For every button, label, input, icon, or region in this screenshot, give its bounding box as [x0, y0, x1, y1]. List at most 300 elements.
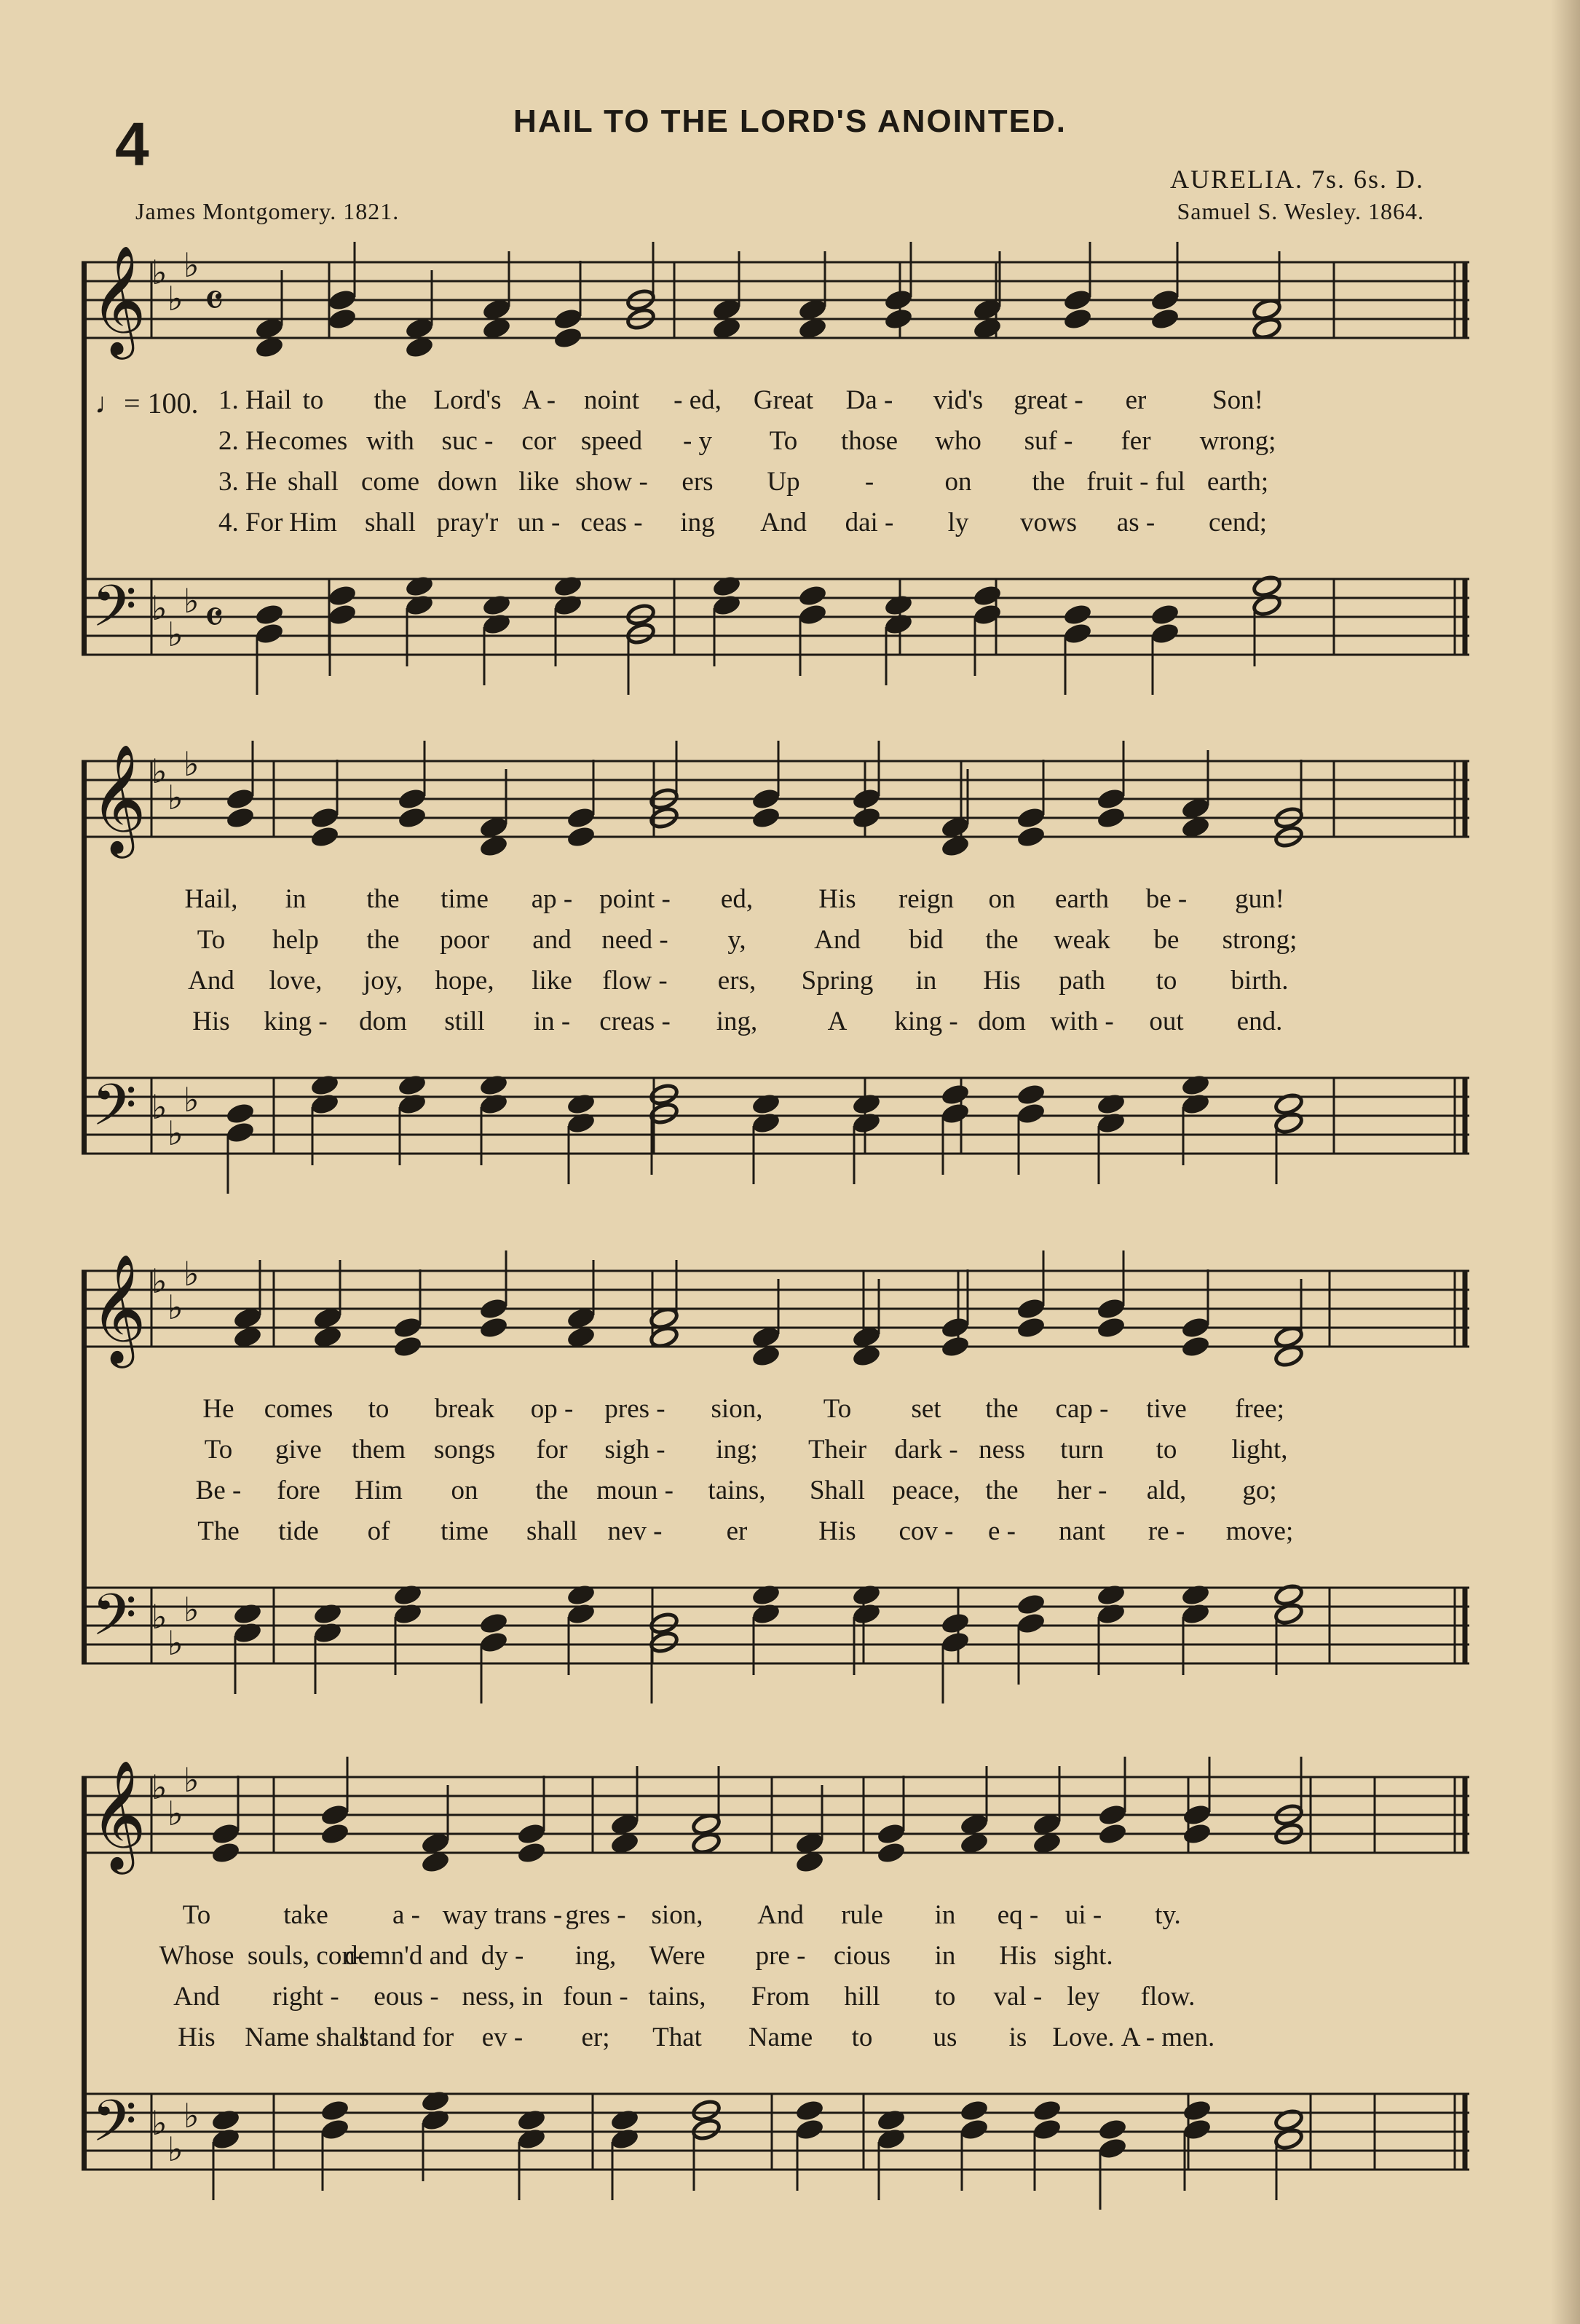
bass-note	[1016, 1102, 1046, 1126]
bass-note	[609, 2127, 639, 2151]
lyric-word: That	[652, 2022, 702, 2052]
lyric-word: His	[192, 1007, 230, 1036]
bass-note	[1273, 1583, 1303, 1607]
lyric-word: light,	[1231, 1435, 1288, 1465]
author-credit: James Montgomery. 1821.	[135, 198, 400, 224]
bass-note	[566, 1111, 596, 1135]
lyric-word: us	[933, 2022, 957, 2052]
bass-note	[1273, 1602, 1303, 1626]
bass-note	[1016, 1593, 1046, 1617]
lyric-word: Great	[753, 385, 814, 415]
lyric-word: the	[374, 385, 407, 415]
lyric-word: foun -	[563, 1982, 628, 2012]
bass-note	[404, 594, 434, 618]
lyric-word: pray'r	[436, 508, 499, 537]
key-flat: ♭	[167, 279, 183, 318]
lyric-word: show -	[575, 467, 648, 497]
bass-note	[254, 622, 284, 646]
lyric-word: stand for	[358, 2022, 454, 2052]
lyric-word: ui -	[1064, 1900, 1102, 1930]
lyric-word: reign	[898, 884, 955, 914]
key-flat: ♭	[151, 253, 167, 292]
bass-note	[1273, 1111, 1303, 1135]
treble-note	[210, 1822, 240, 1846]
lyric-word: Name shall	[245, 2022, 367, 2052]
bass-note	[1252, 594, 1281, 618]
lyric-word: in	[915, 966, 937, 996]
lyric-word: dy -	[481, 1941, 524, 1971]
treble-note	[876, 1822, 906, 1846]
bass-note	[1097, 2118, 1127, 2142]
lyric-word: weak	[1053, 925, 1111, 955]
treble-note	[940, 1335, 970, 1359]
treble-note	[210, 1841, 240, 1865]
bass-note	[1032, 2118, 1062, 2142]
bass-note	[851, 1092, 881, 1116]
lyric-word: Whose	[159, 1941, 234, 1971]
page-number: 4	[115, 110, 149, 178]
bass-clef: 𝄢	[92, 1581, 137, 1663]
bass-note	[478, 1612, 508, 1636]
bass-note	[876, 2127, 906, 2151]
lyric-word: still	[444, 1007, 485, 1036]
lyric-word: ing;	[716, 1435, 758, 1465]
lyric-word: ness	[979, 1435, 1025, 1465]
bass-note	[1182, 2118, 1212, 2142]
bass-note	[1096, 1583, 1126, 1607]
key-flat: ♭	[167, 615, 183, 654]
lyric-word: tive	[1146, 1394, 1187, 1424]
bass-note	[940, 1612, 970, 1636]
bass-note	[478, 1092, 508, 1116]
lyric-word: - ed,	[674, 385, 722, 415]
treble-note	[225, 806, 255, 830]
lyric-word: Hail,	[184, 884, 238, 914]
lyric-word: hope,	[435, 966, 494, 996]
bass-note	[959, 2118, 989, 2142]
lyric-word: sion,	[711, 1394, 763, 1424]
bass-note	[404, 575, 434, 599]
lyric-word: earth	[1055, 884, 1109, 914]
bass-note	[225, 1102, 255, 1126]
lyric-word: And	[757, 1900, 804, 1930]
lyric-word: moun -	[596, 1476, 674, 1505]
lyric-word: er	[726, 1516, 748, 1546]
tune-name: AURELIA. 7s. 6s. D.	[1170, 165, 1424, 194]
treble-note	[1016, 806, 1046, 830]
lyric-word: To	[197, 925, 226, 955]
lyric-word: her -	[1056, 1476, 1107, 1505]
lyric-word: cor	[521, 426, 556, 456]
lyric-word: dark -	[894, 1435, 958, 1465]
bass-note	[972, 584, 1002, 608]
lyric-word: a -	[392, 1900, 420, 1930]
lyric-word: like	[518, 467, 559, 497]
treble-note	[1180, 1316, 1210, 1340]
bass-note	[481, 594, 511, 618]
lyric-word: wrong;	[1199, 426, 1276, 456]
lyric-word: -	[864, 467, 874, 497]
treble-note	[876, 1841, 906, 1865]
treble-note	[392, 1316, 422, 1340]
lyric-word: ing	[680, 508, 715, 537]
treble-note	[327, 307, 357, 331]
lyric-word: A - men.	[1121, 2022, 1215, 2052]
lyric-word: king -	[264, 1007, 328, 1036]
lyric-word: A -	[521, 385, 556, 415]
lyric-word: 2. He	[218, 426, 277, 456]
key-flat: ♭	[183, 1590, 200, 1629]
lyric-word: Be -	[195, 1476, 242, 1505]
lyric-word: gun!	[1235, 884, 1284, 914]
lyric-word: ers	[682, 467, 714, 497]
lyric-word: Da -	[845, 385, 893, 415]
lyric-word: help	[272, 925, 319, 955]
lyric-word: the	[366, 884, 400, 914]
bass-note	[883, 612, 913, 637]
bass-note	[1062, 622, 1092, 646]
lyric-word: er	[1125, 385, 1147, 415]
treble-note	[566, 806, 596, 830]
lyric-word: er;	[581, 2022, 610, 2052]
treble-note	[1180, 1335, 1210, 1359]
lyric-word: go;	[1242, 1476, 1277, 1505]
lyric-word: un -	[517, 508, 561, 537]
lyric-word: to	[934, 1982, 956, 2012]
lyric-word: to	[851, 2022, 873, 2052]
bass-note	[851, 1583, 881, 1607]
lyric-word: poor	[440, 925, 489, 955]
lyric-word: And	[814, 925, 861, 955]
lyric-word: He	[202, 1394, 234, 1424]
bass-note	[1016, 1083, 1046, 1107]
lyric-word: bid	[909, 925, 944, 955]
bass-note	[553, 575, 582, 599]
lyric-word: To	[182, 1900, 211, 1930]
key-flat: ♭	[167, 1794, 183, 1833]
bass-note	[312, 1621, 342, 1645]
lyric-word: cap -	[1055, 1394, 1109, 1424]
bass-clef: 𝄢	[92, 1071, 137, 1153]
lyric-word: tains,	[648, 1982, 706, 2012]
lyric-word: vid's	[933, 385, 984, 415]
bass-note	[1180, 1074, 1210, 1098]
treble-note	[397, 806, 427, 830]
lyric-word: in	[285, 884, 307, 914]
bass-note	[711, 594, 741, 618]
lyric-word: king -	[894, 1007, 958, 1036]
lyric-word: cov -	[898, 1516, 954, 1546]
lyric-word: 3. He	[218, 467, 277, 497]
bass-note	[959, 2099, 989, 2123]
lyric-word: to	[302, 385, 324, 415]
time-signature: 𝄴	[204, 274, 224, 327]
treble-note	[320, 1803, 349, 1827]
lyric-word: who	[935, 426, 981, 456]
bass-note	[691, 2118, 721, 2142]
lyric-word: those	[840, 426, 898, 456]
lyric-word: Love.	[1052, 2022, 1115, 2052]
bass-note	[420, 2089, 450, 2114]
treble-clef: 𝄞	[90, 244, 146, 355]
lyric-word: fer	[1121, 426, 1151, 456]
lyric-word: flow.	[1140, 1982, 1196, 2012]
bass-note	[232, 1602, 262, 1626]
lyric-word: noint	[583, 385, 640, 415]
lyric-word: Up	[767, 467, 800, 497]
treble-note	[320, 1822, 349, 1846]
lyric-word: A	[827, 1007, 848, 1036]
treble-note	[1096, 787, 1126, 811]
lyric-word: earth;	[1206, 467, 1269, 497]
bass-note	[309, 1092, 339, 1116]
key-flat: ♭	[151, 1261, 167, 1301]
lyric-word: on	[944, 467, 972, 497]
lyric-word: sigh -	[604, 1435, 665, 1465]
lyric-word: suc -	[441, 426, 494, 456]
lyric-word: the	[985, 1394, 1019, 1424]
bass-note	[327, 584, 357, 608]
bass-note	[794, 2099, 824, 2123]
bass-note	[210, 2108, 240, 2132]
lyric-word: suf -	[1024, 426, 1073, 456]
bass-note	[478, 1631, 508, 1655]
bass-note	[1252, 575, 1281, 599]
treble-note	[392, 1335, 422, 1359]
lyric-word: The	[197, 1516, 240, 1546]
treble-note	[1016, 1316, 1046, 1340]
lyric-word: like	[532, 966, 572, 996]
bass-note	[566, 1092, 596, 1116]
treble-clef: 𝄞	[90, 1253, 146, 1363]
lyric-word: val -	[993, 1982, 1043, 2012]
bass-note	[392, 1602, 422, 1626]
lyric-word: hill	[844, 1982, 880, 2012]
bass-note	[625, 622, 655, 646]
treble-note	[1062, 307, 1092, 331]
lyric-word: set	[911, 1394, 941, 1424]
key-flat: ♭	[183, 581, 200, 621]
lyric-word: ness, in	[462, 1982, 543, 2012]
treble-note	[1096, 1316, 1126, 1340]
lyric-word: ed,	[720, 884, 754, 914]
lyric-word: cious	[833, 1941, 891, 1971]
bass-note	[320, 2118, 349, 2142]
lyric-word: nant	[1059, 1516, 1105, 1546]
lyric-word: and	[532, 925, 572, 955]
bass-note	[940, 1083, 970, 1107]
treble-note	[309, 806, 339, 830]
lyric-word: ley	[1067, 1982, 1100, 2012]
lyric-word: free;	[1235, 1394, 1284, 1424]
lyric-word: strong;	[1222, 925, 1297, 955]
lyric-word: To	[823, 1394, 852, 1424]
bass-note	[566, 1602, 596, 1626]
treble-note	[1182, 1803, 1212, 1827]
bass-clef: 𝄢	[92, 2087, 137, 2169]
lyric-word: And	[173, 1982, 220, 2012]
lyric-word: time	[441, 884, 489, 914]
treble-note	[1150, 307, 1180, 331]
lyric-word: Shall	[809, 1476, 866, 1505]
bass-note	[1032, 2099, 1062, 2123]
lyric-word: pres -	[604, 1394, 665, 1424]
key-flat: ♭	[167, 1114, 183, 1153]
bass-note	[397, 1074, 427, 1098]
bass-note	[940, 1631, 970, 1655]
lyric-word: His	[999, 1941, 1037, 1971]
lyric-word: And	[760, 508, 807, 537]
treble-note	[751, 806, 781, 830]
key-flat: ♭	[183, 1080, 200, 1119]
lyric-word: To	[204, 1435, 233, 1465]
bass-note	[327, 603, 357, 627]
bass-note	[797, 603, 827, 627]
treble-note	[553, 307, 582, 331]
lyric-word: ing,	[716, 1007, 758, 1036]
composer-credit: Samuel S. Wesley. 1864.	[1177, 198, 1424, 224]
lyric-word: shall	[526, 1516, 577, 1546]
bass-note	[1016, 1612, 1046, 1636]
bass-note	[1180, 1602, 1210, 1626]
treble-note	[1097, 1803, 1127, 1827]
bass-note	[397, 1092, 427, 1116]
lyric-word: be -	[1145, 884, 1188, 914]
lyric-word: tide	[278, 1516, 319, 1546]
bass-note	[566, 1583, 596, 1607]
bass-note	[751, 1602, 781, 1626]
lyric-word: the	[1032, 467, 1065, 497]
lyric-word: ap -	[531, 884, 573, 914]
bass-note	[232, 1621, 262, 1645]
lyric-word: rule	[841, 1900, 883, 1930]
lyric-word: joy,	[363, 966, 403, 996]
lyric-word: way trans -	[442, 1900, 563, 1930]
bass-note	[751, 1092, 781, 1116]
treble-note	[1182, 1822, 1212, 1846]
treble-note	[225, 787, 255, 811]
lyric-word: ing,	[574, 1941, 617, 1971]
treble-note	[566, 825, 596, 849]
lyric-word: eq -	[997, 1900, 1039, 1930]
bass-note	[876, 2108, 906, 2132]
treble-note	[851, 806, 881, 830]
lyric-word: for	[536, 1435, 568, 1465]
treble-note	[883, 288, 913, 312]
lyric-word: re -	[1148, 1516, 1185, 1546]
bass-note	[225, 1121, 255, 1145]
lyric-word: to	[1156, 966, 1177, 996]
lyric-word: love,	[269, 966, 323, 996]
lyric-word: comes	[278, 426, 348, 456]
bass-note	[516, 2108, 546, 2132]
treble-note	[516, 1841, 546, 1865]
lyric-word: great -	[1014, 385, 1083, 415]
treble-note	[851, 787, 881, 811]
key-flat: ♭	[167, 778, 183, 817]
lyric-word: sion,	[651, 1900, 703, 1930]
lyric-word: souls, con-	[247, 1941, 365, 1971]
lyric-word: cend;	[1208, 508, 1268, 537]
lyric-word: Him	[355, 1476, 403, 1505]
bass-note	[751, 1583, 781, 1607]
lyric-word: be	[1153, 925, 1180, 955]
lyric-word: Their	[807, 1435, 867, 1465]
lyric-word: the	[985, 925, 1019, 955]
lyric-word: come	[360, 467, 420, 497]
lyric-word: speed	[580, 426, 643, 456]
lyric-word: dom	[359, 1007, 407, 1036]
key-flat: ♭	[183, 245, 200, 285]
bass-note	[883, 594, 913, 618]
key-flat: ♭	[167, 1288, 183, 1327]
lyric-word: His	[818, 1516, 856, 1546]
key-flat: ♭	[183, 744, 200, 784]
bass-note	[649, 1612, 679, 1636]
treble-note	[940, 1316, 970, 1340]
lyric-word: Son!	[1212, 385, 1263, 415]
key-flat: ♭	[167, 1623, 183, 1663]
treble-clef: 𝄞	[90, 743, 146, 854]
lyric-word: songs	[433, 1435, 496, 1465]
lyric-word: His	[178, 2022, 216, 2052]
lyric-word: ty.	[1155, 1900, 1181, 1930]
bass-note	[553, 594, 582, 618]
treble-note	[478, 1316, 508, 1340]
key-flat: ♭	[151, 752, 167, 791]
bass-clef: 𝄢	[92, 572, 137, 654]
bass-note	[851, 1111, 881, 1135]
lyric-word: take	[283, 1900, 328, 1930]
lyric-word: to	[368, 1394, 390, 1424]
key-flat: ♭	[151, 1087, 167, 1127]
bass-note	[1182, 2099, 1212, 2123]
lyric-word: end.	[1236, 1007, 1283, 1036]
lyric-word: with -	[1050, 1007, 1114, 1036]
lyric-word: in -	[533, 1007, 571, 1036]
key-flat: ♭	[183, 2096, 200, 2135]
lyric-word: fore	[277, 1476, 320, 1505]
treble-note	[1096, 806, 1126, 830]
lyric-word: Spring	[801, 966, 874, 996]
lyric-word: point -	[599, 884, 671, 914]
lyric-word: creas -	[599, 1007, 671, 1036]
lyric-word: nev -	[607, 1516, 663, 1546]
lyric-word: to	[1156, 1435, 1177, 1465]
lyric-word: Him	[289, 508, 337, 537]
bass-note	[751, 1111, 781, 1135]
key-flat: ♭	[151, 1768, 167, 1807]
bass-note	[1062, 603, 1092, 627]
bass-note	[481, 612, 511, 637]
bass-note	[210, 2127, 240, 2151]
lyric-word: down	[437, 467, 498, 497]
lyric-word: His	[983, 966, 1021, 996]
bass-note	[1273, 2127, 1303, 2151]
lyric-word: - y	[682, 426, 713, 456]
lyric-word: in	[934, 1900, 956, 1930]
bass-note	[516, 2127, 546, 2151]
lyric-word: op -	[530, 1394, 574, 1424]
lyric-word: need -	[601, 925, 668, 955]
lyric-word: ly	[947, 508, 969, 537]
bass-note	[1180, 1092, 1210, 1116]
bass-note	[478, 1074, 508, 1098]
tempo-marking: ♩= 100.	[95, 387, 199, 419]
bass-note	[320, 2099, 349, 2123]
key-flat: ♭	[167, 2130, 183, 2169]
lyric-word: ev -	[481, 2022, 524, 2052]
